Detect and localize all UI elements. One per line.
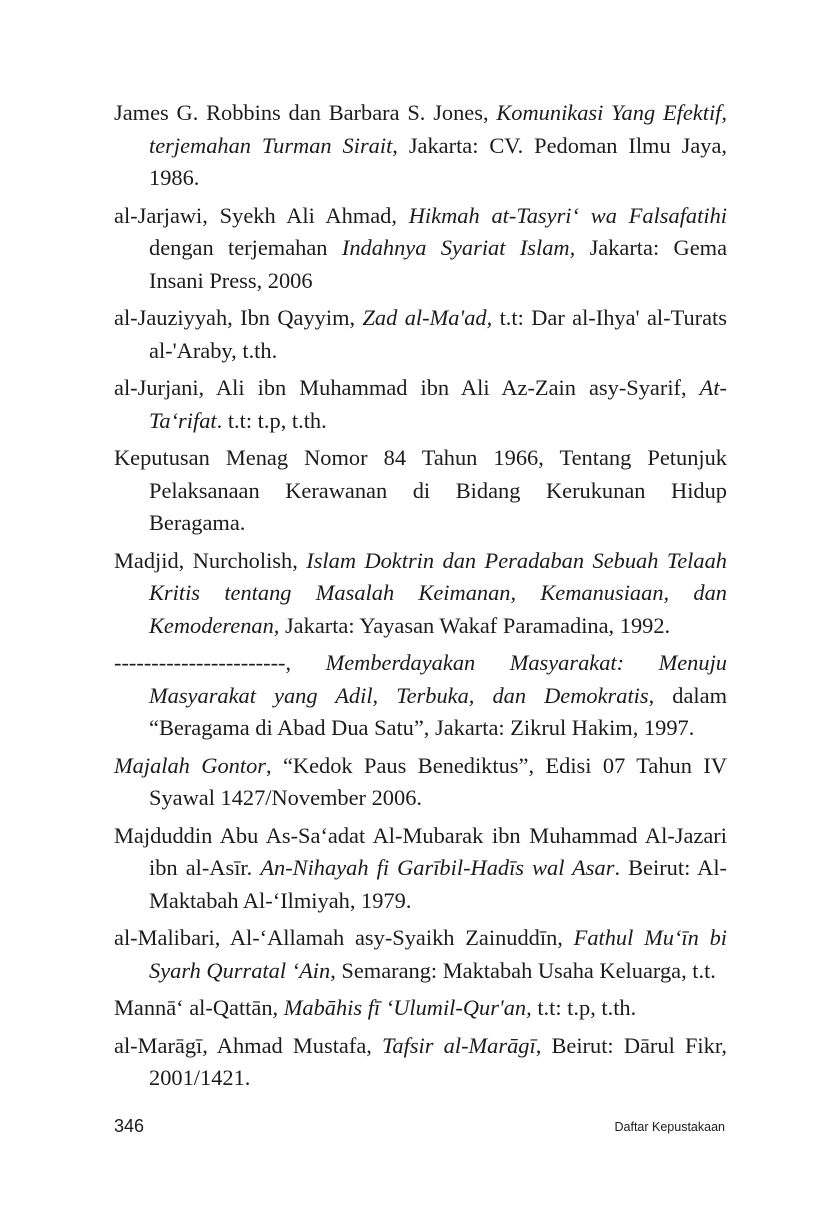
- entry-text: al-Marāgī, Ahmad Mustafa,: [114, 1032, 383, 1058]
- entry-text: , Jakarta: CV. Pedoman Ilmu Jaya, 1986.: [149, 132, 727, 190]
- bibliography-entry: [114, 545, 727, 643]
- entry-title-italic: At-Ta‘rifat: [149, 375, 727, 433]
- entry-text: James G. Robbins dan Barbara S. Jones,: [114, 100, 497, 125]
- bibliography-list: [114, 97, 727, 1100]
- entry-title-italic: Mabāhis fī ‘Ulumil-Qur'an,: [283, 995, 532, 1020]
- entry-text: , Beirut: Dārul Fikr, 2001/1421.: [149, 1032, 727, 1090]
- entry-text: , “Kedok Paus Benediktus”, Edisi 07 Tahun IV Syawal 1427/November 2006.: [149, 752, 727, 810]
- entry-title-italic: Hikmah at-Tasyri‘ wa Falsafatihi: [408, 202, 727, 228]
- entry-text: . t.t: t.p, t.th.: [216, 407, 327, 433]
- entry-title-italic: An-Nihayah fi Garībil-Hadīs wal Asar: [260, 855, 615, 880]
- entry-text: dengan terjemahan: [149, 235, 342, 260]
- bibliography-entry: [114, 1030, 727, 1095]
- bibliography-entry: [114, 302, 727, 367]
- entry-text: Jakarta: Gema Insani Press, 2006: [149, 235, 728, 293]
- bibliography-entry: [114, 750, 727, 815]
- entry-text: Madjid, Nurcholish,: [114, 547, 307, 573]
- entry-text: Jakarta: Yayasan Wakaf Paramadina, 1992.: [279, 612, 671, 638]
- bibliography-entry: [114, 992, 727, 1025]
- entry-title-italic: Fathul Mu‘īn bi Syarh Qurratal ‘Ain: [149, 925, 727, 983]
- entry-title-italic: Majalah Gontor: [114, 752, 266, 778]
- entry-text: al-Jurjani, Ali ibn Muhammad ibn Ali Az-Zain asy-Syarif,: [114, 375, 700, 400]
- entry-text: al-Jauziyyah, Ibn Qayyim,: [114, 305, 363, 330]
- entry-text: Keputusan Menag Nomor 84 Tahun 1966, Tentang Petunjuk Pelaksanaan Kerawanan di Bidang Kerukunan Hidup Beragama.: [114, 445, 727, 535]
- entry-text: . Beirut: Al-Maktabah Al-‘Ilmiyah, 1979.: [149, 855, 727, 913]
- bibliography-entry: [114, 372, 727, 437]
- entry-title-italic: Indahnya Syariat Islam,: [341, 235, 576, 260]
- entry-text: Mannā‘ al-Qattān,: [114, 995, 284, 1020]
- entry-text: , Semarang: Maktabah Usaha Keluarga, t.t.: [330, 957, 716, 983]
- entry-text: t.t: Dar al-Ihya' al-Turats al-'Araby, t.th.: [149, 305, 727, 363]
- bibliography-entry: [114, 922, 727, 987]
- entry-text: , dalam “Beragama di Abad Dua Satu”, Jakarta: Zikrul Hakim, 1997.: [149, 682, 727, 740]
- entry-title-italic: Komunikasi Yang Efektif, terjemahan Turman Sirait: [149, 100, 727, 158]
- entry-title-italic: Zad al-Ma'ad,: [362, 305, 493, 330]
- entry-text: Majduddin Abu As-Sa‘adat Al-Mubarak ibn Muhammad Al-Jazari ibn al-Asīr.: [114, 822, 727, 880]
- bibliography-entry: [114, 200, 727, 298]
- entry-title-italic: Tafsir al-Marāgī: [382, 1032, 536, 1058]
- page-number: 346: [114, 1116, 145, 1136]
- running-title: Daftar Kepustakaan: [614, 1120, 725, 1134]
- entry-title-italic: Memberdayakan Masyarakat: Menuju Masyarakat yang Adil, Terbuka, dan Demokratis: [149, 650, 727, 708]
- entry-text: al-Malibari, Al-‘Allamah asy-Syaikh Zainuddīn,: [114, 925, 574, 950]
- bibliography-entry: [114, 647, 727, 745]
- bibliography-entry: [114, 97, 727, 195]
- entry-title-italic: Islam Doktrin dan Peradaban Sebuah Telaah Kritis tentang Masalah Keimanan, Kemanusiaan, dan Kemoderenan,: [149, 547, 727, 638]
- entry-text: -----------------------,: [114, 650, 326, 675]
- entry-text: al-Jarjawi, Syekh Ali Ahmad,: [114, 202, 409, 228]
- bibliography-entry: [114, 820, 727, 918]
- page-footer: [114, 1116, 727, 1140]
- bibliography-entry: [114, 442, 727, 540]
- entry-text: t.t: t.p, t.th.: [531, 995, 637, 1020]
